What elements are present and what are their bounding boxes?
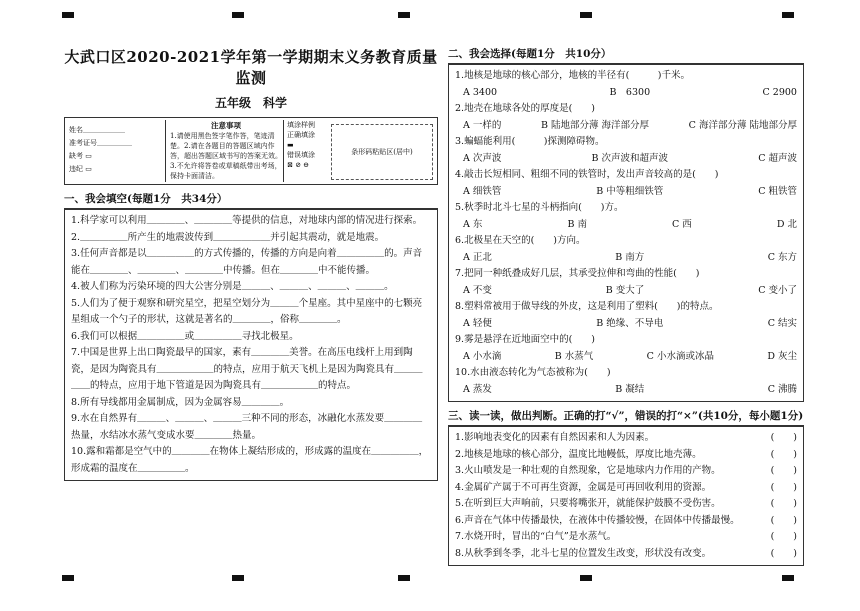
answer-parentheses: ( ) [770, 432, 797, 443]
choice-option: A 不变 [463, 284, 492, 296]
choice-options [455, 316, 797, 333]
notes-title: 注意事项 [211, 121, 241, 130]
choice-option: B 次声波和超声波 [591, 152, 669, 164]
choice-question: 9.雾是悬浮在近地面空中的( ) [455, 334, 595, 345]
fill-question: 7.中国是世界上出口陶瓷最早的国家，素有＿＿＿＿美誉。在高压电线杆上用到陶瓷，是因为陶瓷具有＿＿＿＿＿＿的特点，应用于航天飞机上是因为陶瓷具有＿＿＿＿＿的特点，应用于地下管道是因为陶瓷具有＿＿＿＿＿＿的特点。 [71, 347, 423, 391]
choice-question: 2.地壳在地球各处的厚度是( ) [455, 103, 595, 114]
fill-question: 3.任何声音都是以＿＿＿＿＿的方式传播的，传播的方向是向着＿＿＿＿＿的。声音能在＿＿＿＿、＿＿＿＿、＿＿＿＿中传播。但在＿＿＿＿中不能传播。 [71, 248, 423, 276]
violation-field: 违纪 ▭ [69, 165, 92, 173]
choice-option: A 正北 [463, 251, 492, 263]
choice-option: A 一样的 [463, 119, 502, 131]
right-column [448, 40, 804, 566]
name-field: 姓名＿＿＿＿＿＿ [69, 126, 125, 134]
choice-option: B 南方 [615, 251, 645, 263]
answer-parentheses: ( ) [770, 448, 797, 460]
choice-question: 3.蝙蝠能利用( )探测障碍物。 [455, 136, 605, 147]
section2-questions [448, 64, 804, 402]
registration-mark [782, 12, 794, 18]
choice-option: C 变小了 [758, 284, 797, 296]
section3-title: 三、读一读，做出判断。正确的打“√”，错误的打“×”(共10分，每小题1分) [448, 408, 804, 426]
section1-questions [64, 209, 438, 481]
choice-question: 6.北极星在天空的( )方向。 [455, 235, 586, 246]
fill-question: 9.水在自然界有＿＿＿、＿＿＿、＿＿＿三种不同的形态，冰融化水蒸发要＿＿＿＿热量，水结冰水蒸气变成水要＿＿＿＿热量。 [71, 413, 423, 441]
sample-correct-mark: ▬ [287, 141, 294, 149]
answer-parentheses: ( ) [770, 481, 797, 493]
judge-row [455, 430, 797, 447]
exam-title: 大武口区2020-2021学年第一学期期末义务教育质量监测 [64, 48, 438, 87]
fill-question: 2.＿＿＿＿＿所产生的地震波传到＿＿＿＿＿＿并引起其震动，就是地震。 [71, 231, 385, 243]
sample-correct: 正确填涂 [287, 131, 315, 139]
choice-question: 7.把同一种纸叠成好几层，其承受拉伸和弯曲的性能( ) [455, 268, 700, 279]
choice-option: A 东 [463, 218, 483, 230]
fill-question: 10.露和霜都是空气中的＿＿＿＿在物体上凝结形成的，形成露的温度在＿＿＿＿＿，形成霜的温度在＿＿＿＿＿。 [71, 446, 429, 474]
registration-mark [580, 575, 592, 581]
answer-parentheses: ( ) [770, 514, 797, 526]
answer-parentheses: ( ) [770, 547, 797, 559]
choice-options [455, 85, 797, 102]
judge-statement: 5.在听到巨大声响前，只要将嘴张开，就能保护鼓膜不受伤害。 [455, 498, 721, 509]
choice-options [455, 217, 797, 234]
answer-parentheses: ( ) [770, 498, 797, 509]
absent-field: 缺考 ▭ [69, 152, 92, 160]
ticket-field: 准考证号＿＿＿＿＿ [69, 139, 132, 147]
choice-option: B 6300 [609, 86, 651, 98]
fill-question: 5.人们为了便于观察和研究星空，把星空划分为＿＿＿个星座。其中星座中的七颗亮星组成一个勺子的形状，这就是著名的＿＿＿＿，俗称＿＿＿＿。 [71, 297, 423, 325]
choice-options [455, 349, 797, 366]
fill-question: 6.我们可以根据＿＿＿＿＿或＿＿＿＿＿寻找北极星。 [71, 330, 299, 342]
judge-statement: 1.影响地表变化的因素有自然因素和人为因素。 [455, 432, 655, 443]
sample-wrong: 错误填涂 [287, 151, 315, 159]
judge-row [455, 496, 797, 513]
answer-parentheses: ( ) [770, 465, 797, 476]
registration-mark [62, 12, 74, 18]
choice-option: B 中等粗细铁管 [596, 185, 664, 197]
registration-mark [62, 575, 74, 581]
registration-mark [782, 575, 794, 581]
choice-option: A 次声波 [463, 152, 502, 164]
section3-questions [448, 426, 804, 566]
choice-option: B 水蒸气 [554, 350, 594, 362]
choice-options [455, 382, 797, 399]
judge-row [455, 513, 797, 530]
barcode-area: 条形码粘贴区(居中) [331, 124, 433, 180]
choice-options [455, 184, 797, 201]
choice-question: 10.水由液态转化为气态被称为( ) [455, 367, 611, 378]
choice-option: C 沸腾 [767, 383, 797, 395]
choice-option: B 绝缘、不导电 [596, 317, 664, 329]
fill-sample [283, 120, 329, 182]
judge-statement: 7.水烧开时，冒出的“白气”是水蒸气。 [455, 531, 617, 542]
choice-option: A 3400 [463, 86, 498, 98]
choice-option: C 结实 [767, 317, 797, 329]
sample-wrong-marks: ⊠ ⊘ ⊖ [287, 161, 310, 169]
fill-question: 4.被人们称为污染环境的四大公害分别是＿＿＿、＿＿＿、＿＿＿、＿＿＿。 [71, 281, 394, 292]
choice-option: B 南 [567, 218, 587, 230]
section1-title: 一、我会填空(每题1分 共34分） [64, 191, 438, 209]
choice-option: C 海洋部分薄 陆地部分厚 [688, 119, 797, 131]
registration-mark [398, 575, 410, 581]
choice-options [455, 118, 797, 135]
choice-option: C 超声波 [758, 152, 797, 164]
student-fields [69, 124, 159, 176]
judge-row [455, 480, 797, 497]
left-column [64, 40, 438, 481]
judge-row [455, 529, 797, 546]
choice-question: 1.地核是地球的核心部分，地核的半径有( )千米。 [455, 70, 690, 81]
choice-option: C 西 [672, 218, 692, 230]
judge-row [455, 447, 797, 464]
section2-title: 二、我会选择(每题1分 共10分） [448, 46, 804, 64]
choice-option: A 细铁管 [463, 185, 502, 197]
choice-option: D 灰尘 [767, 350, 797, 362]
judge-statement: 8.从秋季到冬季，北斗七星的位置发生改变，形状没有改变。 [455, 547, 712, 559]
choice-option: B 凝结 [615, 383, 645, 395]
choice-option: A 轻便 [463, 317, 492, 329]
choice-option: A 小水滴 [463, 350, 502, 362]
registration-mark [580, 12, 592, 18]
registration-mark [232, 12, 244, 18]
fill-question: 1.科学家可以利用＿＿＿＿、＿＿＿＿等提供的信息，对地球内部的情况进行探索。 [71, 215, 423, 226]
judge-row [455, 546, 797, 563]
choice-question: 4.敲击长短相同、粗细不同的铁管时，发出声音较高的是( ) [455, 169, 719, 180]
choice-option: A 蒸发 [463, 383, 492, 395]
exam-subtitle: 五年级 科学 [214, 96, 287, 110]
notes [165, 120, 282, 182]
choice-options [455, 250, 797, 267]
choice-options [455, 283, 797, 300]
notes-text: 1.请使用黑色签字笔作答，笔迹清楚。2.请在各题目的答题区域内作答，超出答题区域书写的答案无效。3.不允许将答卷或草稿纸带出考场，保持卡面清洁。 [170, 132, 282, 180]
judge-row [455, 463, 797, 480]
choice-option: D 北 [776, 218, 797, 230]
judge-statement: 4.金属矿产属于不可再生资源，金属是可再回收利用的资源。 [455, 481, 712, 493]
judge-statement: 6.声音在气体中传播最快，在液体中传播较慢，在固体中传播最慢。 [455, 514, 740, 526]
choice-question: 5.秋季时北斗七星的斗柄指向( )方。 [455, 202, 624, 213]
fill-question: 8.所有导线都用金属制成，因为金属容易＿＿＿＿。 [71, 396, 290, 408]
choice-options [455, 151, 797, 168]
judge-statement: 2.地核是地球的核心部分，温度比地幔低，厚度比地壳薄。 [455, 448, 702, 460]
choice-question: 8.塑料常被用于做导线的外皮，这是利用了塑料( )的特点。 [455, 301, 719, 312]
choice-option: C 2900 [762, 86, 797, 98]
registration-mark [398, 12, 410, 18]
choice-option: C 粗铁管 [758, 185, 797, 197]
choice-option: C 东方 [767, 251, 797, 263]
choice-option: C 小水滴或冰晶 [646, 350, 714, 362]
answer-parentheses: ( ) [770, 531, 797, 542]
sample-title: 填涂样例 [287, 121, 315, 129]
judge-statement: 3.火山喷发是一种壮观的自然现象，它是地球内力作用的产物。 [455, 465, 721, 476]
exam-info-box [64, 117, 438, 185]
registration-mark [232, 575, 244, 581]
choice-option: B 陆地部分薄 海洋部分厚 [541, 119, 650, 131]
choice-option: B 变大了 [605, 284, 645, 296]
